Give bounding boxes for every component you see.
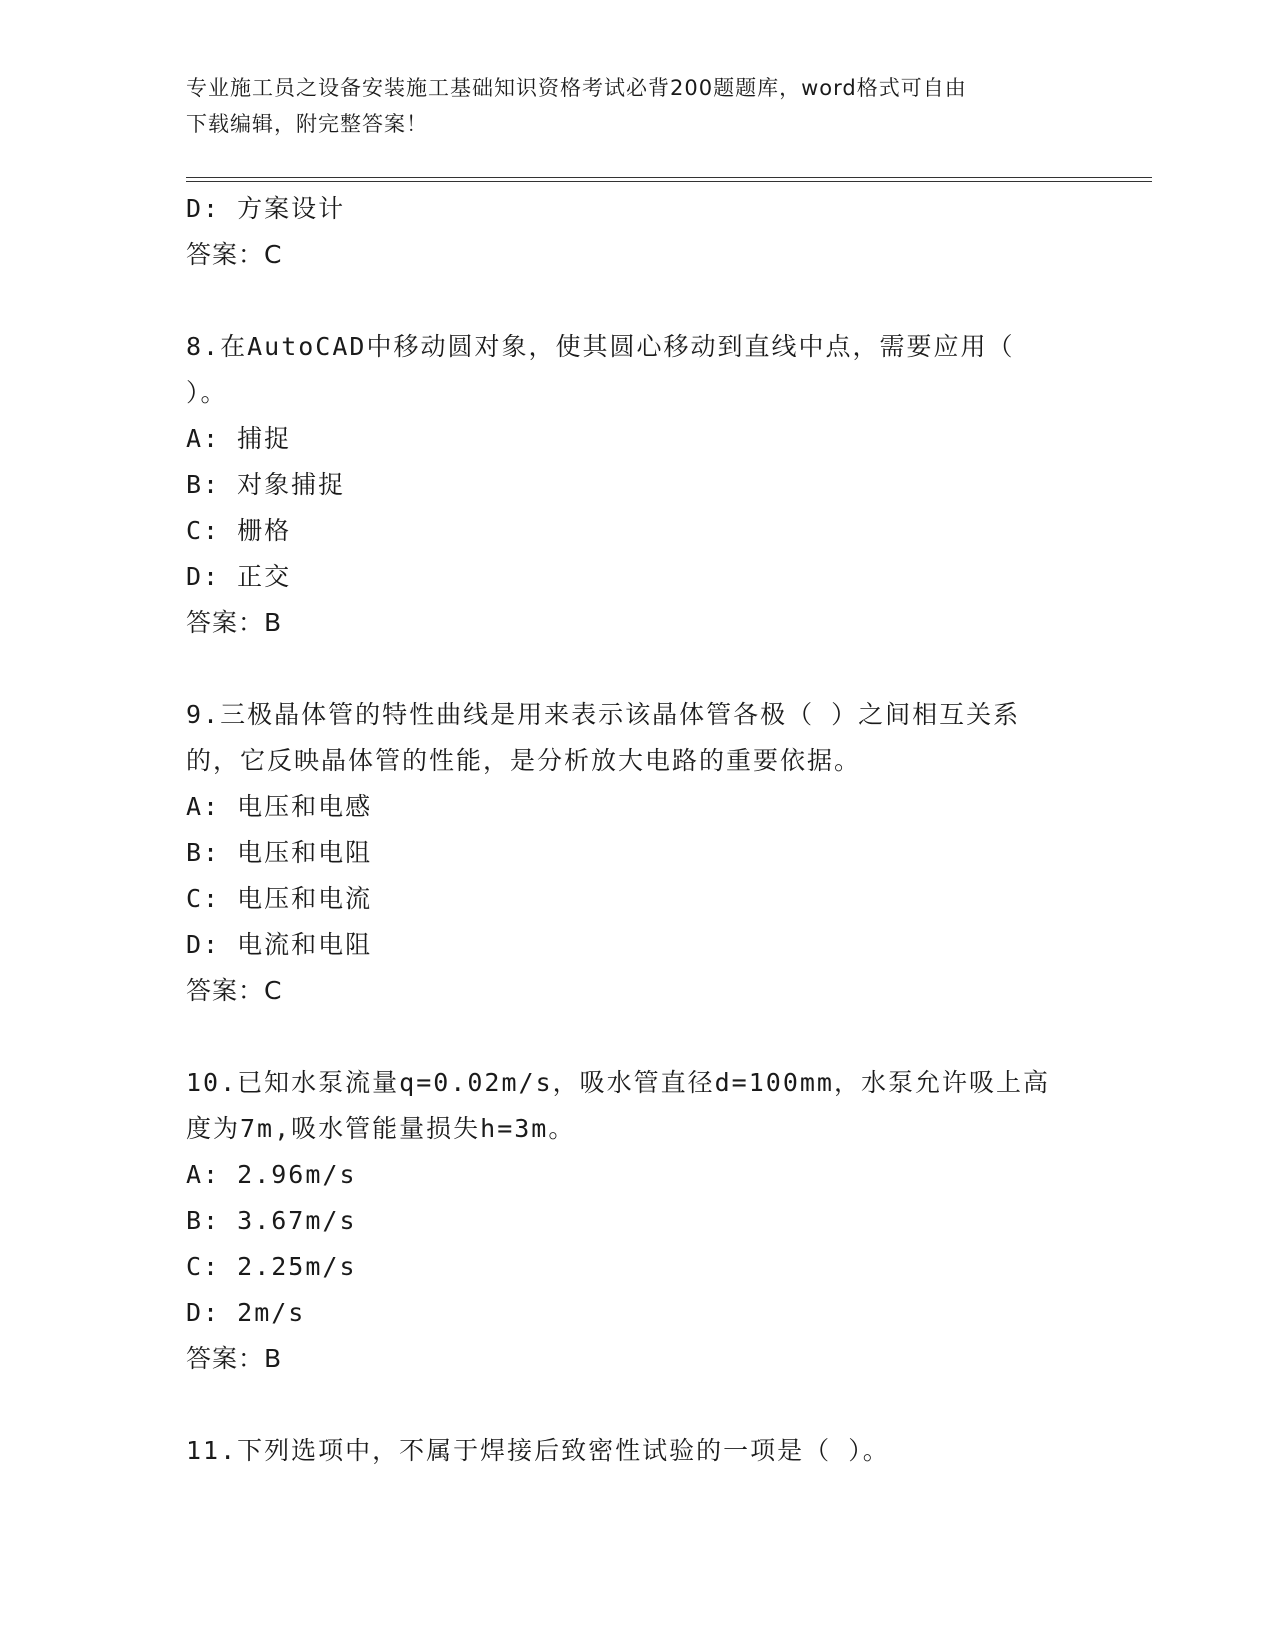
question-text: 11.下列选项中，不属于焊接后致密性试验的一项是（ ）。 bbox=[186, 1436, 890, 1465]
question-list bbox=[186, 186, 1086, 1474]
question-11 bbox=[186, 1428, 1086, 1474]
answer: 答案：C bbox=[186, 240, 283, 269]
option-d: D: 正交 bbox=[186, 562, 292, 591]
question-text: 8.在AutoCAD中移动圆对象，使其圆心移动到直线中点，需要应用（ bbox=[186, 332, 1015, 361]
option-c: C: 电压和电流 bbox=[186, 884, 373, 913]
answer: 答案：C bbox=[186, 976, 283, 1005]
question-8 bbox=[186, 324, 1086, 646]
option-b: B: 对象捕捉 bbox=[186, 470, 346, 499]
option-a: A: 电压和电感 bbox=[186, 792, 373, 821]
option-d: D: 方案设计 bbox=[186, 194, 346, 223]
option-a: A: 2.96m/s bbox=[186, 1160, 357, 1189]
question-text: 9.三极晶体管的特性曲线是用来表示该晶体管各极（ ）之间相互关系 bbox=[186, 700, 1021, 729]
question-text-cont: 度为7m,吸水管能量损失h=3m。 bbox=[186, 1114, 576, 1143]
answer: 答案：B bbox=[186, 1344, 283, 1373]
answer: 答案：B bbox=[186, 608, 283, 637]
question-10 bbox=[186, 1060, 1086, 1382]
option-c: C: 栅格 bbox=[186, 516, 292, 545]
question-text: 10.已知水泵流量q=0.02m/s，吸水管直径d=100mm，水泵允许吸上高 bbox=[186, 1068, 1050, 1097]
option-b: B: 电压和电阻 bbox=[186, 838, 373, 867]
option-c: C: 2.25m/s bbox=[186, 1252, 357, 1281]
question-text-cont: 的，它反映晶体管的性能，是分析放大电路的重要依据。 bbox=[186, 746, 862, 775]
header-divider bbox=[186, 177, 1152, 182]
option-a: A: 捕捉 bbox=[186, 424, 292, 453]
document-header bbox=[186, 70, 1066, 142]
option-b: B: 3.67m/s bbox=[186, 1206, 357, 1235]
question-text-cont: ）。 bbox=[186, 378, 228, 407]
question-9 bbox=[186, 692, 1086, 1014]
header-line-2: 下载编辑，附完整答案！ bbox=[186, 112, 428, 136]
option-d: D: 2m/s bbox=[186, 1298, 306, 1327]
option-d: D: 电流和电阻 bbox=[186, 930, 373, 959]
header-line-1: 专业施工员之设备安装施工基础知识资格考试必背200题题库，word格式可自由 bbox=[186, 76, 967, 100]
